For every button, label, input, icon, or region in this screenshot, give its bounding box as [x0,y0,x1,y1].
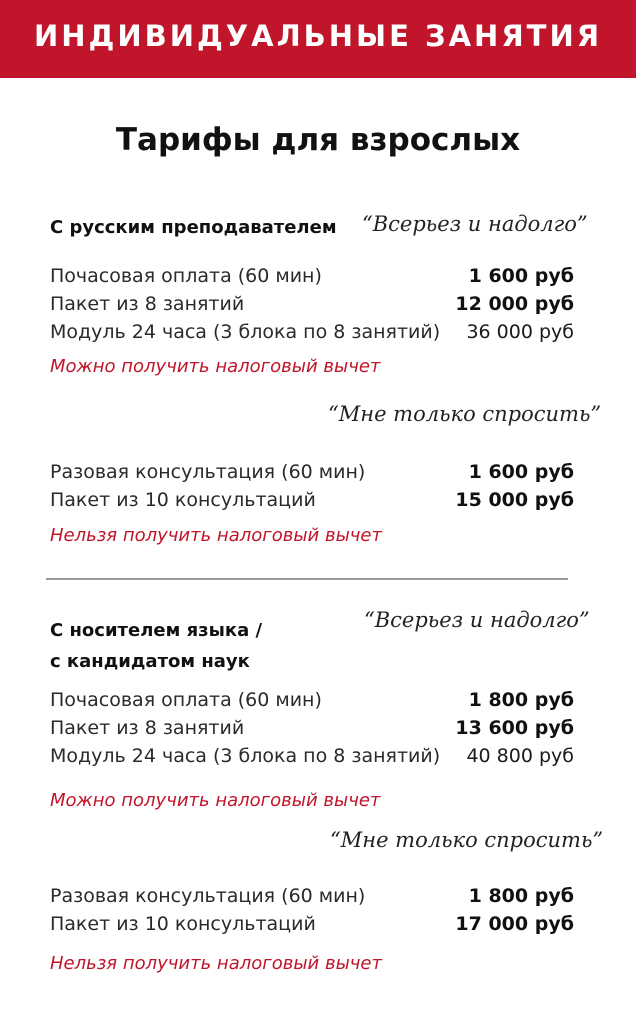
price-label: Почасовая оплата (60 мин) [50,689,322,711]
price-value: 17 000 руб [455,913,574,935]
section-divider [46,578,568,580]
price-label: Пакет из 10 консультаций [50,913,316,935]
price-row [50,461,574,489]
price-value: 1 600 руб [468,265,574,287]
price-row [50,293,574,321]
tagline-seriously: “Всерьез и надолго” [362,212,588,236]
header-title: ИНДИВИДУАЛЬНЫЕ ЗАНЯТИЯ [33,19,603,53]
tax-note: Можно получить налоговый вычет [50,790,381,811]
tagline-just-ask: “Мне только спросить” [328,402,602,426]
tax-note: Можно получить налоговый вычет [50,356,381,377]
price-value: 1 600 руб [468,461,574,483]
price-value: 15 000 руб [455,489,574,511]
price-label: Пакет из 8 занятий [50,717,245,739]
price-label: Разовая консультация (60 мин) [50,461,366,483]
price-value: 36 000 руб [466,321,574,343]
tax-note: Нельзя получить налоговый вычет [50,953,382,974]
header-banner [0,0,636,78]
price-row [50,689,574,717]
price-row [50,265,574,293]
section-title-russian-teacher: С русским преподавателем [50,217,337,238]
price-label: Модуль 24 часа (3 блока по 8 занятий) [50,321,441,343]
price-value: 1 800 руб [468,885,574,907]
tagline-seriously: “Всерьез и надолго” [364,608,590,632]
page-title: Тарифы для взрослых [115,122,521,158]
price-label: Пакет из 10 консультаций [50,489,316,511]
price-row [50,745,574,773]
price-row [50,489,574,517]
price-value: 1 800 руб [468,689,574,711]
price-row [50,885,574,913]
price-row [50,321,574,349]
price-label: Пакет из 8 занятий [50,293,245,315]
price-row [50,717,574,745]
section-title-line: С носителем языка / [50,620,263,641]
price-value: 12 000 руб [455,293,574,315]
tax-note: Нельзя получить налоговый вычет [50,525,382,546]
price-value: 40 800 руб [466,745,574,767]
section-title-native-speaker [50,615,262,677]
price-value: 13 600 руб [455,717,574,739]
tagline-just-ask: “Мне только спросить” [330,828,604,852]
price-row [50,913,574,941]
section-title-line: с кандидатом наук [50,651,250,672]
price-label: Модуль 24 часа (3 блока по 8 занятий) [50,745,441,767]
price-label: Почасовая оплата (60 мин) [50,265,322,287]
price-label: Разовая консультация (60 мин) [50,885,366,907]
